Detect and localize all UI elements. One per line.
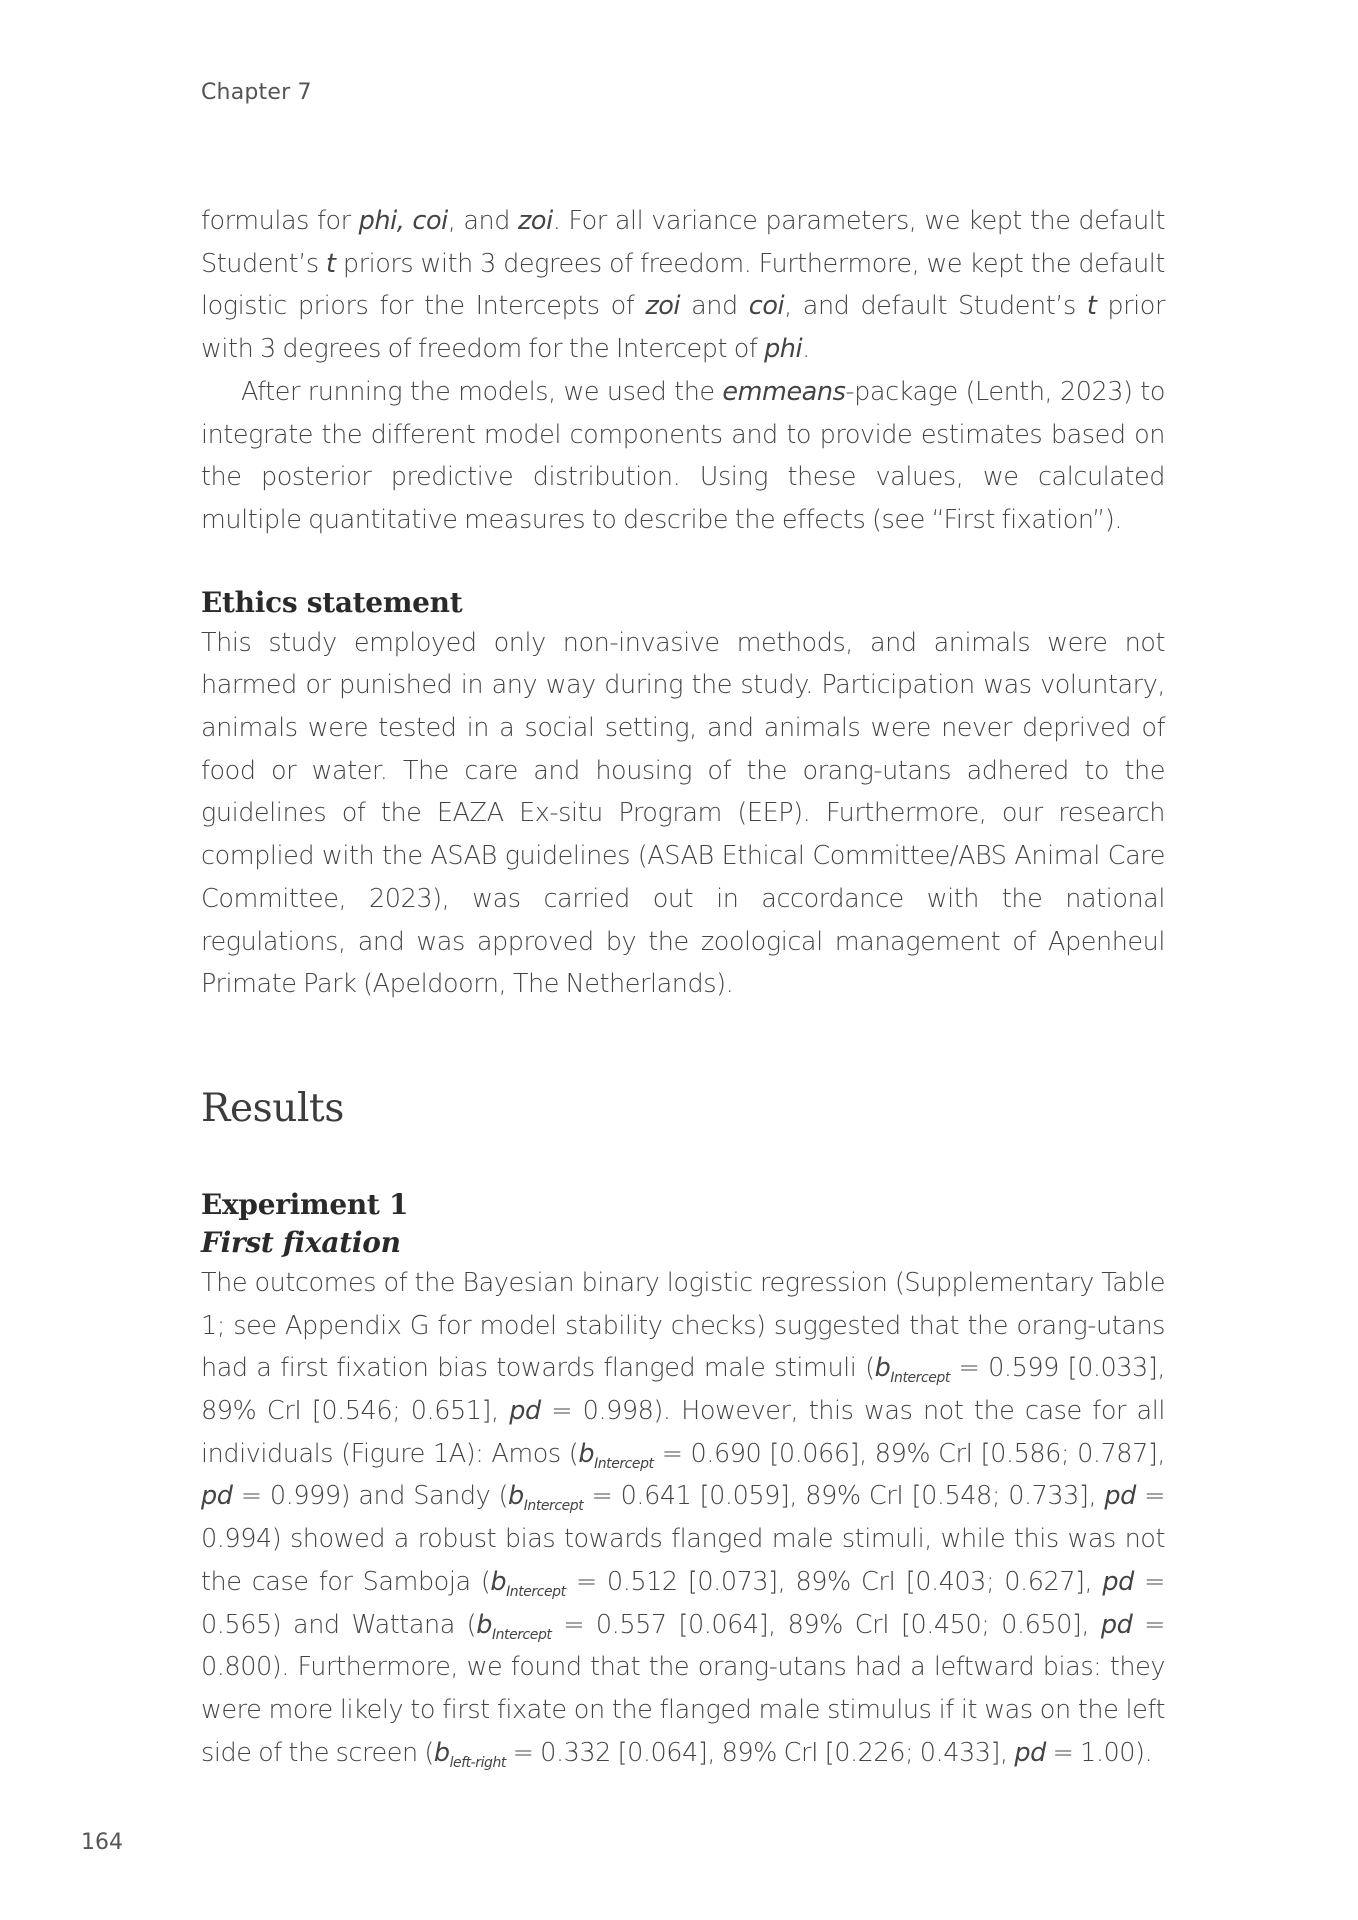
first-fixation-subheading: First fixation [201,1225,401,1259]
page-body [201,200,1165,1774]
paragraph-ethics: This study employed only non-invasive methods, and animals were not harmed or punished in any way during the study. Participation was voluntary, animals were tested in a social setting, and animals were never deprived of food or water. The care and housing of the orang-utans adhered to the guidelines of the EAZA Ex-situ Program (EEP). Furthermore, our research complied with the ASAB guidelines (ASAB Ethical Committee/ABS Animal Care Committee, 2023), was carried out in accordance with the national regulations, and was approved by the zoological management of Apenheul Primate Park (Apeldoorn, The Netherlands). [201,627,1165,1000]
paragraph-first-fixation: The outcomes of the Bayesian binary logistic regression (Supplementary Table 1; see Appendix G for model stability checks) suggested that the orang-utans had a first fixation bias towards flanged male stimuli ($b_{Intercept} = 0.599$ [0.033], 89% CrI [0.546; 0.651], pd = 0.998). However, this was not the case for all individuals (Figure 1A): Amos ($b_{Intercept} = 0.690$ [0.066], 89% CrI [0.586; 0.787], pd = 0.999) and Sandy ($b_{Intercept} = 0.641$ [0.059], 89% CrI [0.548; 0.733], pd = 0.994) showed a robust bias towards flanged male stimuli, while this was not the case for Samboja ($b_{Intercept} = 0.512$ [0.073], 89% CrI [0.403; 0.627], pd = 0.565) and Wattana ($b_{Intercept} = 0.557$ [0.064], 89% CrI [0.450; 0.650], pd = 0.800). Furthermore, we found that the orang-utans had a leftward bias: they were more likely to first fixate on the flanged male stimulus if it was on the left side of the screen ($b_{left-right} = 0.332$ [0.064], 89% CrI [0.226; 0.433], pd = 1.00). [201,1267,1166,1771]
running-head: Chapter 7 [201,80,312,105]
paragraph-emmeans: After running the models, we used the emmeans-package (Lenth, 2023) to integrate the different model components and to provide estimates based on the posterior predictive distribution. Using these values, we calculated multiple quantitative measures to describe the effects (see “First fixation”). [201,376,1165,535]
results-heading: Results [201,1085,344,1131]
ethics-heading: Ethics statement [201,585,463,619]
experiment-1-heading: Experiment 1 [201,1187,409,1221]
paragraph-model-priors: formulas for phi, coi, and zoi. For all variance parameters, we kept the default Student’s t priors with 3 degrees of freedom. Furthermore, we kept the default logistic priors for the Intercepts of zoi and coi, and default Student’s t prior with 3 degrees of freedom for the Intercept of phi. [201,206,1165,365]
page-number: 164 [81,1830,123,1855]
